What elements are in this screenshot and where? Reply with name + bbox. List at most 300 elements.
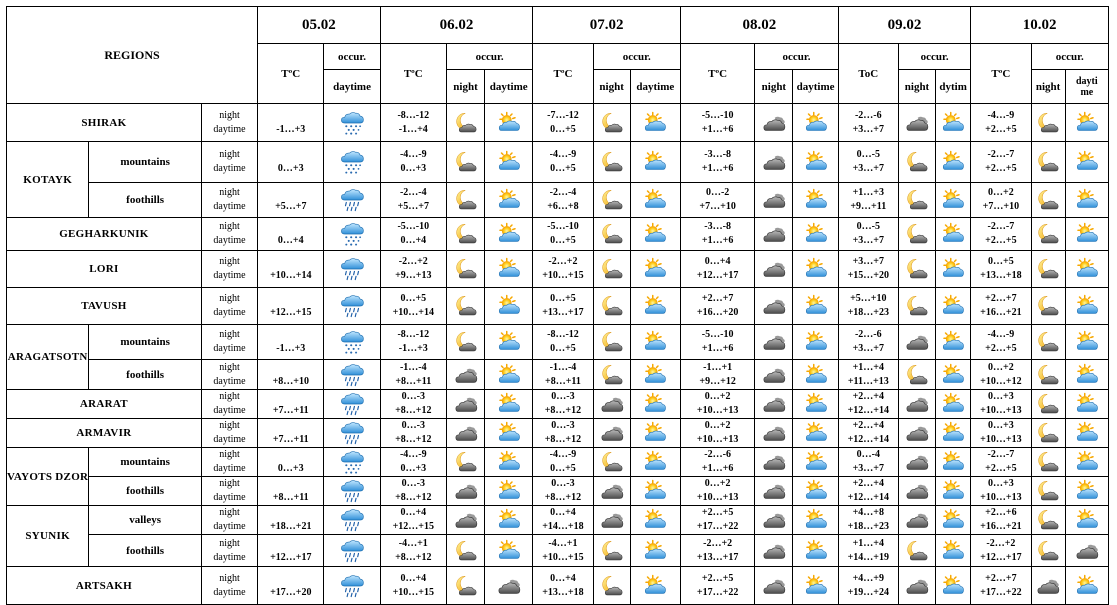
temperature-cell [680,477,754,506]
day-temp: +7…+11 [272,405,309,416]
day-temp: -1…+3 [398,343,428,354]
day-temp: 0…+5 [550,235,576,246]
sun-cloud-icon [941,392,965,416]
occurrence-cell [324,288,380,325]
occurrence-cell [446,288,484,325]
cloud-icon [762,392,786,416]
temperature-cell [680,218,754,251]
temperature-cell [971,567,1031,605]
occurrence-cell [898,325,935,360]
occurrence-cell [1065,360,1108,390]
sun-cloud-icon [941,150,965,174]
daytime-label: daytime [213,434,246,445]
occurrence-cell [755,104,793,142]
temperature-cell [838,360,898,390]
cloud-icon [454,479,478,503]
temperature-cell [258,325,324,360]
night-label: night [219,391,240,402]
period-labels [201,567,257,605]
region-row [7,567,1109,605]
occur-header: occur. [446,44,532,70]
sun-cloud-icon [941,421,965,445]
night-temp: 0…+4 [400,507,427,518]
occurrence-cell [793,183,838,218]
occurrence-cell [593,325,630,360]
region-row [7,251,1109,288]
occurrence-cell [898,567,935,605]
occurrence-cell [755,360,793,390]
period-labels [201,448,257,477]
night-temp: -2…-4 [399,187,427,198]
temperature-cell [380,104,446,142]
region-name: GEGHARKUNIK [7,218,202,251]
occurrence-cell [1031,183,1065,218]
night-label: night [219,256,240,267]
day-temp: +13…+17 [542,307,584,318]
moon-cloud-icon [600,188,624,212]
night-temp: -4…-9 [399,449,427,460]
occurrence-cell [898,360,935,390]
daytime-label: daytime [213,307,246,318]
night-label: night [219,329,240,340]
cloud-icon [1036,574,1060,598]
occurrence-cell [324,477,380,506]
night-temp: 0…-4 [856,449,880,460]
occurrence-cell [324,567,380,605]
temperature-cell [380,142,446,183]
occurrence-cell [936,419,971,448]
occurrence-cell [630,535,680,567]
night-temp: +2…+7 [985,572,1017,584]
occurrence-cell [446,325,484,360]
moon-cloud-icon [1036,222,1060,246]
night-temp: -2…-6 [854,329,882,340]
night-label: night [219,572,240,584]
occurrence-cell [630,506,680,535]
night-label: night [219,537,240,549]
sun-cloud-icon [804,574,828,598]
sun-cloud-icon [804,392,828,416]
day-temp: 0…+3 [277,163,304,174]
occurrence-cell [1031,535,1065,567]
sun-cloud-icon [941,539,965,563]
day-temp: +3…+7 [852,235,884,246]
occurrence-cell [793,251,838,288]
occurrence-cell [898,288,935,325]
moon-cloud-icon [1036,421,1060,445]
day-temp: +12…+17 [270,551,312,563]
sun-cloud-icon [1075,222,1099,246]
period-labels [201,390,257,419]
period-labels [201,419,257,448]
night-temp: -4…-9 [987,329,1015,340]
occurrence-cell [593,218,630,251]
temperature-cell [838,567,898,605]
cloud-icon [905,479,929,503]
day-temp: +8…+11 [395,375,432,387]
occur-header: occur. [1031,44,1108,70]
occurrence-cell [1031,104,1065,142]
occurrence-cell [593,535,630,567]
occurrence-cell [485,535,533,567]
sun-cloud-icon [643,111,667,135]
occurrence-cell [936,104,971,142]
moon-cloud-icon [454,294,478,318]
occurrence-cell [324,506,380,535]
daytime-label: daytime [213,235,246,246]
day-temp: +1…+6 [701,463,734,474]
night-temp: -4…-9 [549,149,577,160]
date-header: 07.02 [533,7,681,44]
day-temp: 0…+3 [277,463,304,474]
occurrence-cell [1065,104,1108,142]
temp-header: TºC [258,44,324,104]
sun-cloud-icon [1075,479,1099,503]
region-row [7,183,1109,218]
sun-cloud-icon [643,363,667,387]
night-temp: +2…+4 [852,478,884,489]
sun-cloud-icon [643,330,667,354]
night-temp: -1…-4 [549,361,577,373]
occurrence-cell [1065,142,1108,183]
day-temp: +7…+10 [699,201,736,212]
occurrence-cell [793,390,838,419]
night-temp: -2…-7 [987,221,1015,232]
day-temp: 0…+4 [400,235,427,246]
occurrence-cell [630,218,680,251]
cloud-icon [762,150,786,174]
occurrence-cell [593,288,630,325]
cloud-icon [762,294,786,318]
occur-header: occur. [324,44,380,70]
temperature-cell [838,390,898,419]
night-temp: -5…-10 [701,109,734,121]
temp-header: TºC [380,44,446,104]
period-labels [201,535,257,567]
night-temp: 0…+3 [988,420,1014,431]
temp-header: TºC [971,44,1031,104]
day-temp: +17…+22 [696,521,739,532]
night-temp: +2…+7 [985,293,1017,304]
day-temp: +14…+18 [542,521,584,532]
region-name: SHIRAK [7,104,202,142]
day-temp: +12…+14 [847,405,889,416]
day-temp: +8…+12 [395,492,432,503]
cloud-icon [762,508,786,532]
occurrence-cell [324,535,380,567]
day-temp: +2…+5 [985,123,1017,135]
night-temp: -5…-10 [547,221,579,232]
day-temp: +12…+17 [980,551,1022,563]
occurrence-cell [446,567,484,605]
occurrence-cell [755,477,793,506]
daytime-header-line2: me [1080,86,1094,98]
occurrence-cell [793,142,838,183]
occurrence-cell [446,390,484,419]
night-temp: 0…+4 [400,572,427,584]
date-header: 10.02 [971,7,1109,44]
day-temp: +8…+12 [395,434,432,445]
day-temp: +7…+11 [272,434,309,445]
sun-cloud-icon [497,330,521,354]
night-label: night [219,149,240,160]
temperature-cell [838,104,898,142]
occurrence-cell [1065,506,1108,535]
night-temp: 0…+3 [988,478,1014,489]
occurrence-cell [630,183,680,218]
subregion-name: foothills [89,183,202,218]
day-temp: +8…+12 [544,434,582,445]
occurrence-cell [324,183,380,218]
temperature-cell [971,218,1031,251]
occurrence-cell [936,183,971,218]
temperature-cell [533,477,593,506]
temperature-cell [680,567,754,605]
night-label: night [219,221,240,232]
sun-cloud-icon [1075,574,1099,598]
occurrence-cell [324,218,380,251]
daytime-label: daytime [213,463,246,474]
occurrence-cell [1031,325,1065,360]
occurrence-cell [793,360,838,390]
day-temp: +1…+6 [701,123,734,135]
sun-cloud-icon [941,330,965,354]
day-temp: +18…+21 [270,521,312,532]
temperature-cell [380,218,446,251]
region-name: ARAGATSOTN [7,325,89,390]
moon-cloud-icon [1036,508,1060,532]
night-temp: +4…+8 [852,507,884,518]
daytime-header-line1: dayti [1075,75,1098,87]
night-temp: 0…-5 [856,221,880,232]
temperature-cell [680,419,754,448]
occurrence-cell [793,325,838,360]
region-name: ARARAT [7,390,202,419]
temperature-cell [258,419,324,448]
period-labels [201,288,257,325]
night-temp: -8…-12 [397,329,430,340]
moon-cloud-icon [454,188,478,212]
temperature-cell [380,535,446,567]
occur-header: occur. [898,44,970,70]
day-temp: +12…+14 [847,492,889,503]
temperature-cell [380,360,446,390]
occurrence-cell [793,477,838,506]
day-temp: +2…+5 [985,463,1017,474]
occurrence-cell [630,477,680,506]
moon-cloud-icon [454,257,478,281]
occurrence-cell [485,288,533,325]
temperature-cell [680,325,754,360]
daytime-label: daytime [213,492,246,503]
temperature-cell [838,288,898,325]
night-temp: 0…-3 [401,420,425,431]
cloud-icon [1075,539,1099,563]
day-temp: +9…+13 [395,270,432,281]
daytime-header: daytime [485,70,533,104]
sun-cloud-icon [1075,330,1099,354]
sun-cloud-icon [497,150,521,174]
moon-cloud-icon [600,450,624,474]
cloud-icon [905,392,929,416]
night-label: night [219,293,240,304]
sun-cloud-icon [941,222,965,246]
day-temp: -1…+4 [398,123,428,135]
day-temp: +14…+19 [847,551,889,563]
sun-cloud-icon [643,450,667,474]
night-temp: -2…-7 [987,449,1015,460]
rain-cloud-icon [339,573,365,599]
snow-cloud-icon [339,329,365,355]
night-label: night [219,187,240,198]
cloud-icon [454,508,478,532]
temperature-cell [971,360,1031,390]
region-row [7,390,1109,419]
day-temp: +10…+13 [980,434,1022,445]
sun-cloud-icon [1075,450,1099,474]
day-temp: +8…+12 [395,551,432,563]
day-temp: +13…+18 [542,586,584,598]
occurrence-cell [593,390,630,419]
temperature-cell [971,390,1031,419]
occurrence-cell [898,535,935,567]
day-temp: +10…+13 [696,434,739,445]
temperature-cell [838,419,898,448]
sun-cloud-icon [643,539,667,563]
day-temp: +8…+10 [272,375,309,387]
temperature-cell [838,535,898,567]
day-temp: +10…+13 [980,492,1022,503]
night-temp: -3…-8 [704,149,731,160]
occurrence-cell [898,477,935,506]
temperature-cell [971,288,1031,325]
occurrence-cell [755,142,793,183]
temperature-cell [258,567,324,605]
occurrence-cell [898,419,935,448]
date-header: 05.02 [258,7,381,44]
cloud-icon [762,421,786,445]
night-temp: 0…+2 [988,361,1014,373]
sun-cloud-icon [941,294,965,318]
moon-cloud-icon [454,450,478,474]
period-labels [201,360,257,390]
night-label: night [219,449,240,460]
date-header: 06.02 [380,7,533,44]
day-temp: +1…+6 [701,163,734,174]
occurrence-cell [755,183,793,218]
sun-cloud-icon [804,111,828,135]
day-temp: +8…+11 [272,492,309,503]
occurrence-cell [1065,183,1108,218]
temperature-cell [971,506,1031,535]
sun-cloud-icon [1075,508,1099,532]
cloud-icon [905,574,929,598]
cloud-icon [762,479,786,503]
sun-cloud-icon [643,392,667,416]
cloud-icon [762,257,786,281]
occurrence-cell [1031,477,1065,506]
occurrence-cell [593,251,630,288]
occurrence-cell [485,104,533,142]
occurrence-cell [1065,325,1108,360]
occurrence-cell [898,251,935,288]
region-row [7,506,1109,535]
night-temp: -8…-12 [547,329,579,340]
day-temp: -1…+3 [276,343,306,354]
daytime-header: daytime [793,70,838,104]
occurrence-cell [324,448,380,477]
sun-cloud-icon [1075,111,1099,135]
occurrence-cell [593,419,630,448]
temperature-cell [680,448,754,477]
occurrence-cell [793,288,838,325]
day-temp: +12…+17 [696,270,739,281]
night-temp: +4…+9 [852,572,884,584]
period-labels [201,506,257,535]
temperature-cell [533,183,593,218]
occurrence-cell [446,218,484,251]
day-temp: +7…+10 [982,201,1020,212]
daytime-label: daytime [213,201,246,212]
occurrence-cell [485,325,533,360]
sun-cloud-icon [804,539,828,563]
region-row [7,104,1109,142]
day-temp: +10…+15 [542,270,584,281]
sun-cloud-icon [1075,150,1099,174]
moon-cloud-icon [1036,257,1060,281]
period-labels [201,251,257,288]
occurrence-cell [446,535,484,567]
night-temp: -2…-7 [987,149,1015,160]
temperature-cell [533,419,593,448]
moon-cloud-icon [600,539,624,563]
occurrence-cell [898,183,935,218]
temperature-cell [680,288,754,325]
sun-cloud-icon [804,150,828,174]
night-temp: -2…-6 [704,449,731,460]
temperature-cell [380,448,446,477]
period-labels [201,477,257,506]
day-temp: +12…+14 [847,434,889,445]
occurrence-cell [630,567,680,605]
subregion-name: foothills [89,477,202,506]
daytime-header [1065,70,1108,104]
occurrence-cell [1031,360,1065,390]
region-row [7,218,1109,251]
sun-cloud-icon [804,294,828,318]
temperature-cell [971,535,1031,567]
moon-cloud-icon [1036,479,1060,503]
occurrence-cell [593,104,630,142]
moon-cloud-icon [1036,111,1060,135]
day-temp: +16…+21 [980,521,1022,532]
sun-cloud-icon [1075,257,1099,281]
cloud-icon [762,222,786,246]
day-temp: +12…+15 [392,521,434,532]
night-temp: +1…+4 [852,537,884,549]
temperature-cell [680,104,754,142]
daytime-label: daytime [213,405,246,416]
occurrence-cell [1031,506,1065,535]
night-temp: -2…-6 [854,109,882,121]
moon-cloud-icon [600,294,624,318]
occurrence-cell [755,535,793,567]
daytime-header: daytime [324,70,380,104]
occurrence-cell [324,251,380,288]
occurrence-cell [898,448,935,477]
occurrence-cell [485,506,533,535]
day-temp: +16…+21 [980,307,1022,318]
